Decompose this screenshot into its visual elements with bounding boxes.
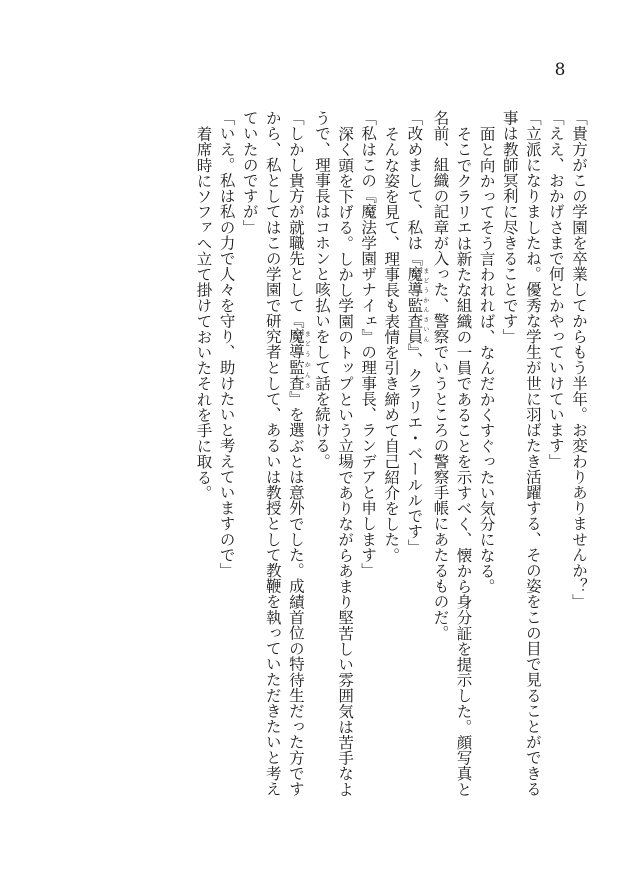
- paragraph: [191, 110, 214, 810]
- text-segment: 「ええ、おかげさまで何とかやっていけています」: [546, 110, 565, 469]
- ruby-term: [286, 328, 311, 391]
- text-segment: 』を選ぶとは意外でした。成績首位の特待生だった方ですから、私としてはこの学園で研究者として、あるいは教授として教鞭を執っていただきたいと考えていたのですが」: [240, 110, 305, 797]
- text-segment: 面と向かってそう言われれば、なんだかくすぐったい気分になる。: [477, 125, 496, 594]
- ruby-reading: まどうかんさいん: [421, 266, 429, 344]
- page-number: 8: [554, 60, 566, 80]
- paragraph: [544, 110, 567, 810]
- text-segment: 「立派になりましたね。優秀な学生が世に羽ばたき活躍する、その姿をこの目で見ることができる事は教師冥利に尽きることです」: [500, 110, 542, 797]
- paragraph: [238, 110, 310, 810]
- paragraph: [475, 110, 498, 810]
- text-segment: 「改めまして、私は『: [405, 110, 424, 266]
- text-segment: そんな姿を見て、理事長も表情を引き締めて自己紹介をした。: [382, 125, 401, 563]
- ruby-term: [405, 266, 429, 344]
- paragraph: [215, 110, 238, 810]
- text-segment: 「いえ。私は私の力で人々を守り、助けたいと考えていますので」: [217, 110, 236, 578]
- paragraph: [379, 110, 402, 810]
- text-segment: 「貴方がこの学園を卒業してからもう半年。お変わりありませんか？」: [570, 110, 588, 610]
- paragraph: [356, 110, 379, 810]
- text-segment: 「しかし貴方が就職先として『: [286, 110, 305, 329]
- text-segment: 「私はこの『魔法学園ザナイェ』の理事長、ランデアと申します」: [359, 110, 378, 578]
- text-segment: 』、クラリエ・ベールルです」: [405, 344, 424, 555]
- paragraph: [310, 110, 356, 810]
- ruby-base: 魔導監査: [286, 328, 305, 391]
- text-segment: 深く頭を下げる。しかし学園のトップという立場でありながらあまり堅苦しい雰囲気は苦手なようで、理事長はコホンと咳払いをして話を続ける。: [312, 110, 355, 797]
- paragraph: [402, 110, 428, 810]
- paragraph: [498, 110, 544, 810]
- ruby-reading: まどうかんさ: [303, 328, 311, 391]
- text-segment: 着席時にソファへ立て掛けておいたそれを手に取る。: [194, 125, 213, 500]
- text-segment: そこでクラリエは新たな組織の一員であることを示すべく、懐から身分証を提示した。顔写真と名前、組織の記章が入った、警察でいうところの警察手帳にあたるものだ。: [431, 110, 473, 797]
- paragraph: [428, 110, 474, 810]
- novel-body-text: [70, 110, 590, 810]
- ruby-base: 魔導監査員: [405, 266, 424, 344]
- paragraph: [567, 110, 590, 810]
